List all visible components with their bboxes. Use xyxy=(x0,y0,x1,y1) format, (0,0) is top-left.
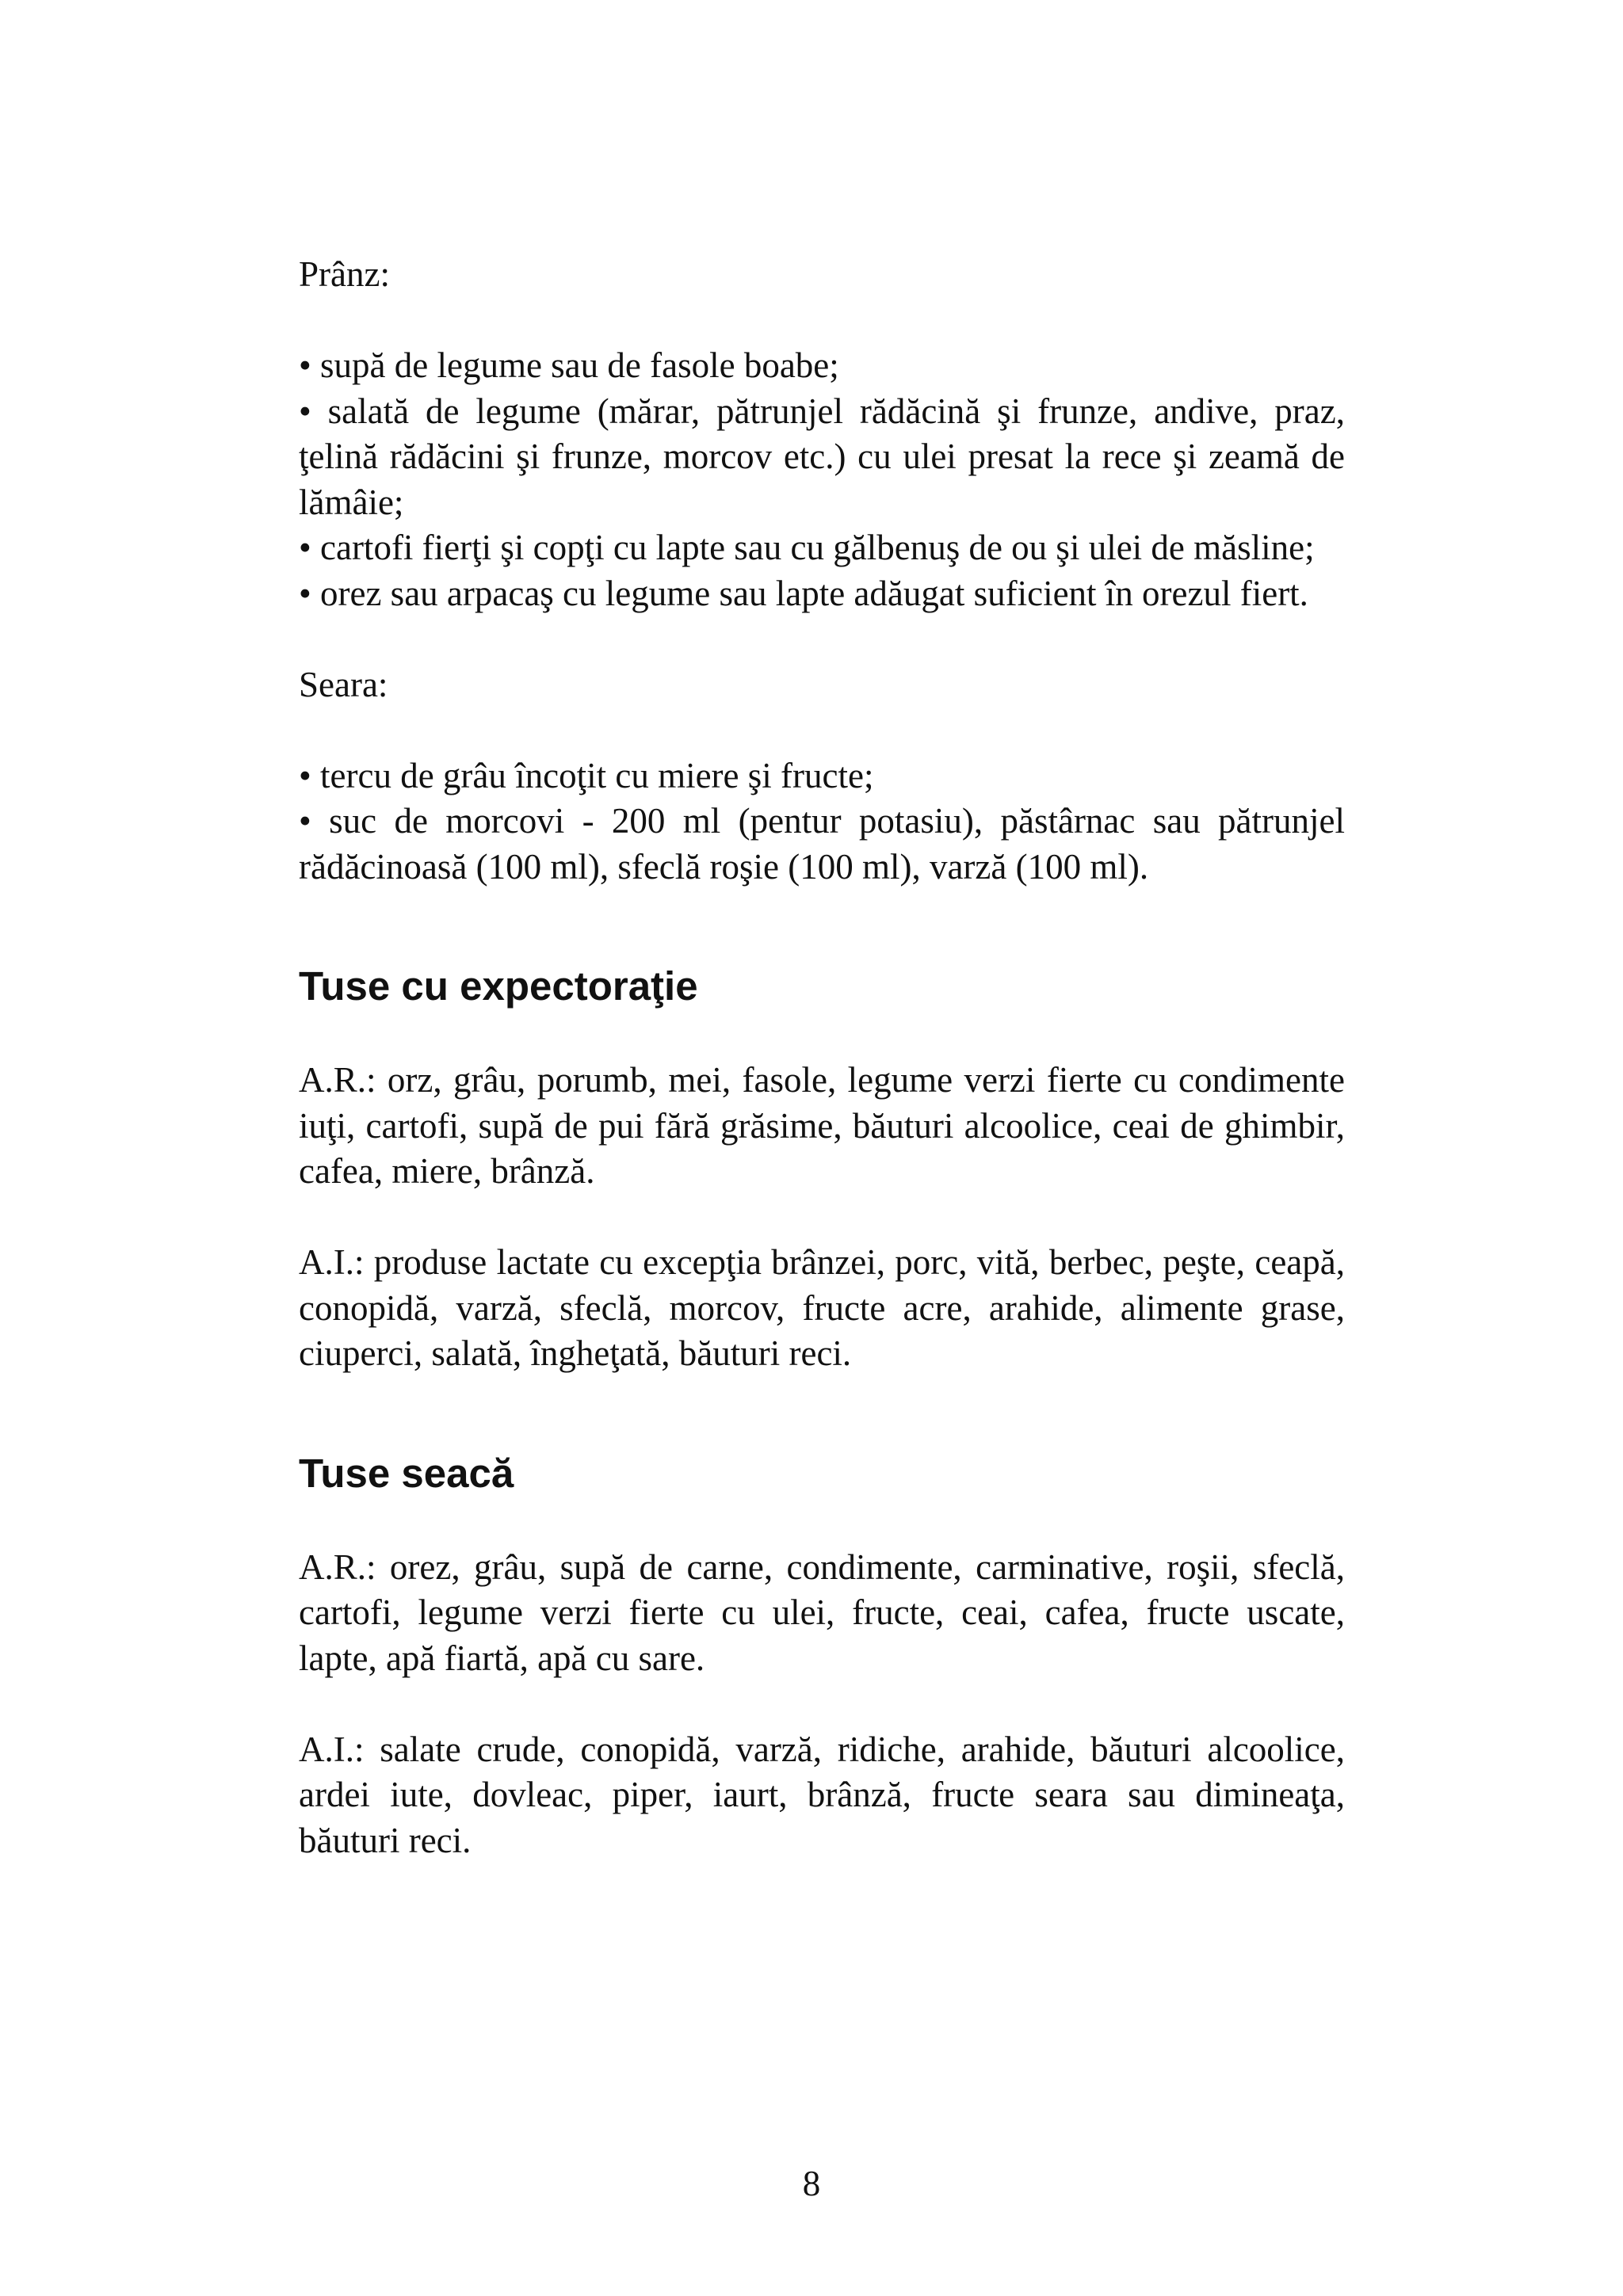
spacer xyxy=(299,1377,1345,1450)
evening-list xyxy=(299,753,1345,891)
dry-ar-paragraph: A.R.: orez, grâu, supă de carne, condimente, carminative, roşii, sfeclă, cartofi, legume verzi fierte cu ulei, fructe, ceai, cafea, fructe uscate, lapte, apă fiartă, apă cu sare. xyxy=(299,1547,1345,1678)
page-content xyxy=(299,252,1345,1863)
spacer xyxy=(299,1195,1345,1241)
spacer xyxy=(299,1010,1345,1058)
list-item: • salată de legume (mărar, pătrunjel rădăcină şi frunze, andive, praz, ţelină rădăcini şi frunze, morcov etc.) cu ulei presat la rece şi zeamă de lămâie; xyxy=(299,391,1345,522)
spacer xyxy=(299,890,1345,963)
spacer xyxy=(299,616,1345,662)
expectoration-ai-paragraph: A.I.: produse lactate cu excepţia brânzei, porc, vită, berbec, peşte, ceapă, conopidă, varză, sfeclă, morcov, fructe acre, arahide, alimente grase, ciuperci, salată, îngheţată, băuturi reci. xyxy=(299,1242,1345,1373)
page-number: 8 xyxy=(802,2164,821,2203)
list-item: • tercu de grâu încoţit cu miere şi fructe; xyxy=(299,755,874,795)
expectoration-ar-paragraph: A.R.: orz, grâu, porumb, mei, fasole, legume verzi fierte cu condimente iuţi, cartofi, supă de pui fără grăsime, băuturi alcoolice, ceai de ghimbir, cafea, miere, brânză. xyxy=(299,1060,1345,1191)
spacer xyxy=(299,1681,1345,1727)
list-item: • cartofi fierţi şi copţi cu lapte sau cu gălbenuş de ou şi ulei de măsline; xyxy=(299,528,1315,567)
dry-ai-paragraph: A.I.: salate crude, conopidă, varză, ridiche, arahide, băuturi alcoolice, ardei iute, dovleac, piper, iaurt, brânză, fructe seara sau dimineaţa, băuturi reci. xyxy=(299,1729,1345,1860)
lunch-label: Prânz: xyxy=(299,254,390,294)
list-item: • orez sau arpacaş cu legume sau lapte adăugat suficient în orezul fiert. xyxy=(299,573,1308,613)
list-item: • suc de morcovi - 200 ml (pentur potasiu), păstârnac sau pătrunjel rădăcinoasă (100 ml), sfeclă roşie (100 ml), varză (100 ml). xyxy=(299,801,1345,887)
section-heading-dry: Tuse seacă xyxy=(299,1450,514,1496)
spacer xyxy=(299,707,1345,753)
evening-label: Seara: xyxy=(299,664,388,704)
lunch-list xyxy=(299,343,1345,616)
spacer xyxy=(299,1497,1345,1545)
section-heading-expectoration: Tuse cu expectoraţie xyxy=(299,963,698,1009)
list-item: • supă de legume sau de fasole boabe; xyxy=(299,345,839,385)
spacer xyxy=(299,298,1345,344)
